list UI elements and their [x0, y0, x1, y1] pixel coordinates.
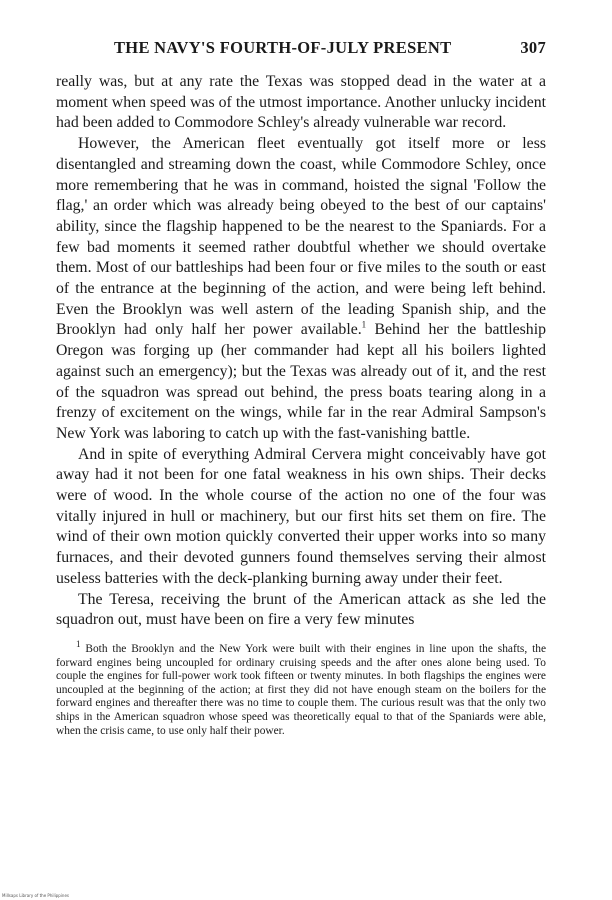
footnote-text: Both the Brooklyn and the New York were built with their engines in line upon the shafts, the forward engines being uncoupled for ordinary cruising speeds and the after ones alone being used. To couple the engines for full-power work took fifteen or twenty minutes. In both flagships the engines were uncoupled at the beginning of the action; at first they did not have enough steam on the boilers for the forward engines and thereafter there was no time to couple them. The curious result was that the only two ships in the American squadron whose speed was theoretically equal to that of the Spaniards were able, when the crisis came, to use only half their power. [56, 642, 546, 737]
footnote-mark: 1 [76, 639, 81, 650]
running-header [56, 38, 546, 58]
footnote-reference: 1 [361, 320, 367, 331]
scan-imprint: Millsaps Library of the Philippines [2, 893, 69, 898]
paragraph-4: The Teresa, receiving the brunt of the American attack as she led the squadron out, must have been on fire a very few minutes [56, 590, 546, 629]
book-page [56, 38, 546, 738]
footnote [56, 639, 546, 738]
paragraph-3: And in spite of everything Admiral Cervera might conceivably have got away had it not been for one fatal weakness in his own ships. Their decks were of wood. In the whole course of the action no one of the four was vitally injured in hull or machinery, but our first hits set them on fire. The wind of their own motion quickly converted their upper works into so many furnaces, and their devoted gunners found themselves serving their almost useless batteries with the deck-planking burning away under their feet. [56, 445, 546, 587]
paragraph-2-text-before: However, the American fleet eventually got itself more or less disentangled and streaming down the coast, while Commodore Schley, once more remembering that he was in command, hoisted the signal 'Follow the flag,' an order which was already being obeyed to the best of our captains' ability, since the flagship happened to be the nearest to the Spaniards. For a few bad moments it seemed rather doubtful whether we should overtake them. Most of our battleships had been four or five miles to the south or east of the entrance at the beginning of the action, and were being left behind. Even the Brooklyn was well astern of the leading Spanish ship, and the Brooklyn had only half her power available. [56, 135, 546, 339]
body-text [56, 72, 546, 631]
paragraph-2 [56, 134, 546, 445]
paragraph-1: really was, but at any rate the Texas was stopped dead in the water at a moment when speed was of the utmost importance. Another unlucky incident had been added to Commodore Schley's already vulnerable war record. [56, 73, 546, 132]
paragraph-2-text-after: Behind her the battleship Oregon was forging up (her commander had kept all his boilers lighted against such an emergency); but the Texas was already out of it, and the rest of the squadron was spread out behind, the press boats tearing along in a frenzy of excitement on the wings, while far in the rear Admiral Sampson's New York was laboring to catch up with the fast-vanishing battle. [56, 321, 546, 442]
page-number: 307 [520, 38, 546, 57]
running-title: THE NAVY'S FOURTH-OF-JULY PRESENT [114, 38, 452, 57]
